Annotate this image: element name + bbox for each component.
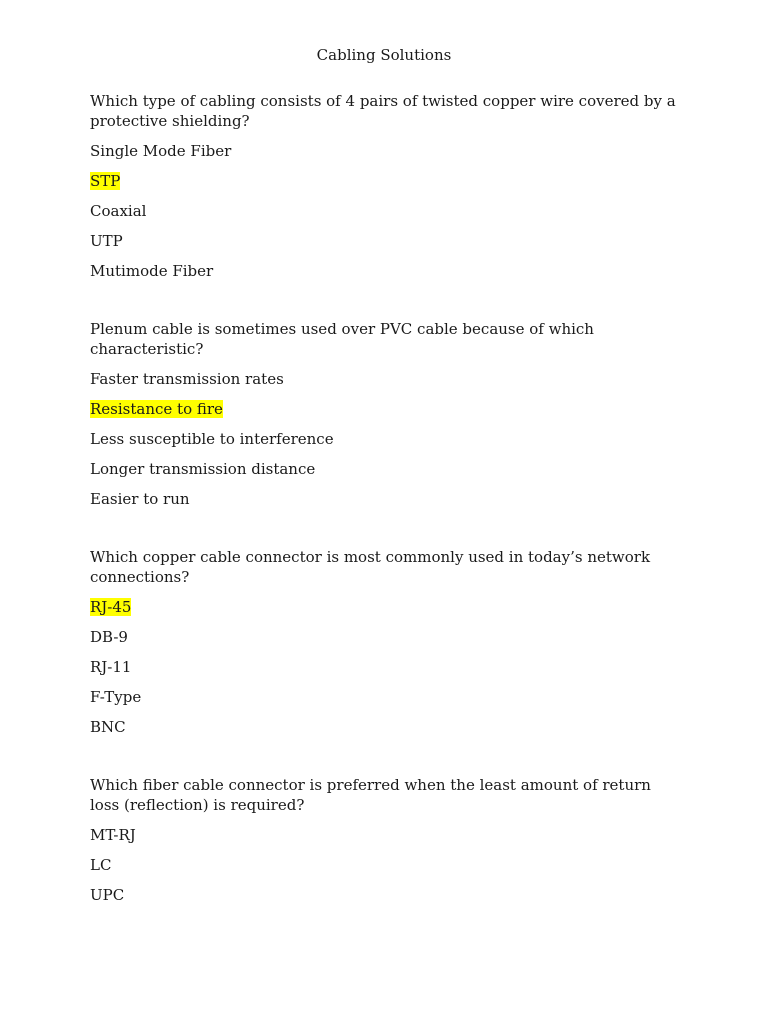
answer-option-label: Easier to run xyxy=(90,490,190,508)
document-body xyxy=(90,91,680,943)
answer-option-label: DB-9 xyxy=(90,628,128,646)
answer-option-label: BNC xyxy=(90,718,126,736)
answer-option xyxy=(90,885,680,905)
answer-option-label: Less susceptible to interference xyxy=(90,430,334,448)
answer-option-label: UPC xyxy=(90,886,125,904)
answer-options xyxy=(90,369,680,509)
answer-option xyxy=(90,429,680,449)
answer-option-label: UTP xyxy=(90,232,123,250)
answer-option-label: RJ-11 xyxy=(90,658,132,676)
answer-option xyxy=(90,717,680,737)
highlighted-answer-label: Resistance to fire xyxy=(90,400,223,418)
question-text: Which copper cable connector is most commonly used in today’s network connections? xyxy=(90,548,651,586)
answer-option-label: F-Type xyxy=(90,688,142,706)
answer-option-label: Mutimode Fiber xyxy=(90,262,214,280)
answer-option-label: Faster transmission rates xyxy=(90,370,284,388)
answer-option xyxy=(90,459,680,479)
answer-option-label: Coaxial xyxy=(90,202,147,220)
page-title: Cabling Solutions xyxy=(316,46,452,64)
question-block-2 xyxy=(90,319,680,509)
answer-option-correct xyxy=(90,597,680,617)
highlighted-answer-label: RJ-45 xyxy=(90,598,132,616)
answer-option-label: LC xyxy=(90,856,112,874)
question-block-3 xyxy=(90,547,680,737)
answer-options xyxy=(90,597,680,737)
answer-option xyxy=(90,369,680,389)
question-text: Which type of cabling consists of 4 pairs of twisted copper wire covered by a protective shielding? xyxy=(90,92,676,130)
answer-options xyxy=(90,141,680,281)
highlighted-answer-label: STP xyxy=(90,172,121,190)
answer-option xyxy=(90,141,680,161)
answer-option xyxy=(90,627,680,647)
answer-option-correct xyxy=(90,399,680,419)
answer-option xyxy=(90,261,680,281)
answer-option xyxy=(90,231,680,251)
answer-option xyxy=(90,855,680,875)
answer-option-label: MT-RJ xyxy=(90,826,136,844)
answer-option xyxy=(90,489,680,509)
answer-option xyxy=(90,201,680,221)
answer-options xyxy=(90,825,680,905)
answer-option xyxy=(90,657,680,677)
answer-option-label: Single Mode Fiber xyxy=(90,142,232,160)
answer-option xyxy=(90,825,680,845)
answer-option xyxy=(90,687,680,707)
answer-option-label: Longer transmission distance xyxy=(90,460,316,478)
question-block-1 xyxy=(90,91,680,281)
question-block-4 xyxy=(90,775,680,905)
question-text: Plenum cable is sometimes used over PVC cable because of which characteristic? xyxy=(90,320,594,358)
answer-option-correct xyxy=(90,171,680,191)
question-text: Which fiber cable connector is preferred when the least amount of return loss (reflection) is required? xyxy=(90,776,651,814)
